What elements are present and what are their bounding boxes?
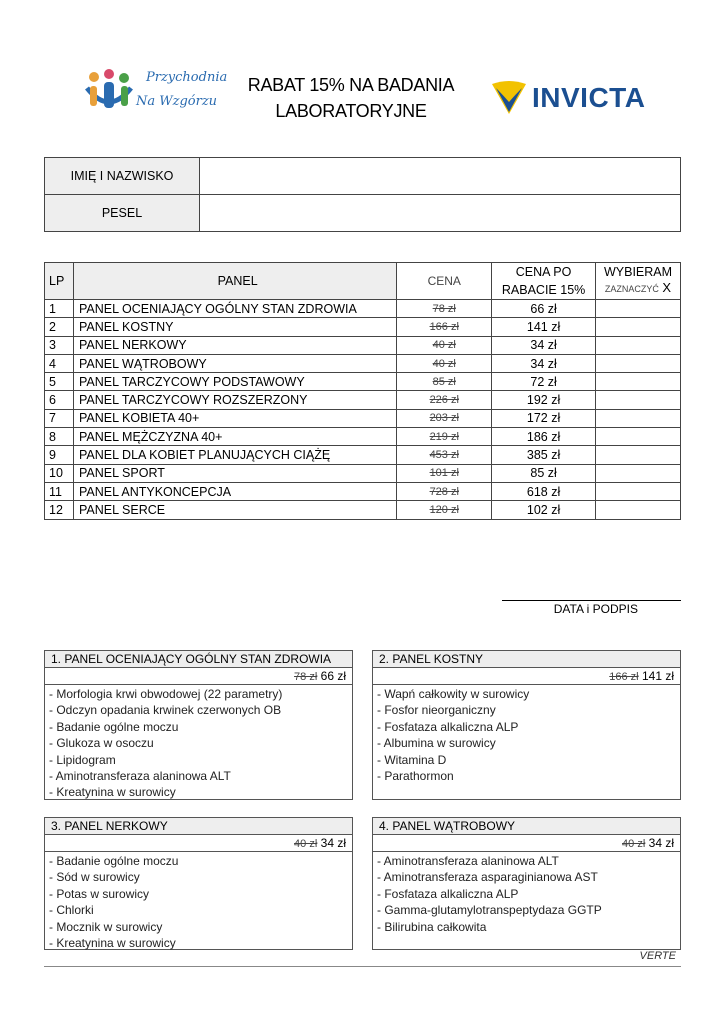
row-new-price: 66 zł	[492, 300, 596, 318]
list-item: - Mocznik w surowicy	[49, 919, 163, 934]
invicta-v-icon	[490, 80, 528, 116]
detail-box-1	[44, 650, 353, 800]
table-row	[45, 318, 681, 336]
table-row	[45, 464, 681, 482]
table-row	[45, 428, 681, 446]
row-select-checkbox[interactable]	[596, 446, 681, 464]
row-new-price: 618 zł	[492, 482, 596, 500]
list-item: - Odczyn opadania krwinek czerwonych OB	[49, 703, 282, 718]
row-select-checkbox[interactable]	[596, 391, 681, 409]
row-lp: 1	[45, 300, 74, 318]
table-row	[45, 391, 681, 409]
row-new-price: 172 zł	[492, 409, 596, 427]
row-old-price-cell	[397, 446, 492, 464]
row-old-price-cell	[397, 391, 492, 409]
detail-box-items	[45, 852, 352, 953]
list-item: - Chlorki	[49, 903, 94, 918]
row-panel-name: PANEL ANTYKONCEPCJA	[73, 482, 396, 500]
select-header-mark: X	[662, 280, 672, 295]
row-old-price: 120 zł	[429, 503, 459, 516]
list-item: - Witamina D	[377, 752, 447, 767]
detail-box-old-price: 40 zł	[622, 838, 646, 850]
row-panel-name: PANEL SPORT	[73, 464, 396, 482]
panels-header-row	[45, 263, 681, 300]
list-item: - Gamma-glutamylotranspeptydaza GGTP	[377, 903, 602, 918]
row-select-checkbox[interactable]	[596, 336, 681, 354]
row-lp: 10	[45, 464, 74, 482]
row-panel-name: PANEL MĘŻCZYZNA 40+	[73, 428, 396, 446]
name-field[interactable]	[200, 158, 681, 195]
list-item: - Parathormon	[377, 769, 454, 784]
detail-box-4	[372, 817, 681, 950]
detail-box-old-price: 166 zł	[609, 671, 639, 683]
row-old-price: 85 zł	[432, 375, 456, 388]
row-panel-name: PANEL OCENIAJĄCY OGÓLNY STAN ZDROWIA	[73, 300, 396, 318]
table-row	[45, 409, 681, 427]
row-new-price: 72 zł	[492, 373, 596, 391]
table-row	[45, 300, 681, 318]
detail-box-items	[373, 852, 680, 937]
list-item: - Morfologia krwi obwodowej (22 parametry)	[49, 687, 283, 701]
detail-box-title: 2. PANEL KOSTNY	[373, 651, 680, 668]
row-new-price: 192 zł	[492, 391, 596, 409]
list-item: - Aminotransferaza alaninowa ALT	[377, 854, 559, 868]
invicta-logo	[490, 80, 645, 116]
table-row	[45, 336, 681, 354]
detail-box-new-price: 34 zł	[320, 836, 346, 850]
discount-header-line1: CENA PO	[515, 265, 572, 279]
panels-body	[45, 300, 681, 520]
row-select-checkbox[interactable]	[596, 482, 681, 500]
select-header-hint: ZAZNACZYĆ	[604, 284, 659, 294]
page-header	[0, 0, 725, 150]
row-select-checkbox[interactable]	[596, 409, 681, 427]
col-header-select	[596, 263, 681, 300]
verte-label: VERTE	[639, 950, 676, 962]
row-select-checkbox[interactable]	[596, 428, 681, 446]
title-line-1: RABAT 15% NA BADANIA	[247, 75, 455, 95]
table-row	[45, 501, 681, 519]
row-old-price: 453 zł	[429, 449, 459, 462]
row-old-price-cell	[397, 336, 492, 354]
list-item: - Bilirubina całkowita	[377, 919, 487, 934]
name-row	[45, 158, 681, 195]
row-new-price: 34 zł	[492, 336, 596, 354]
row-old-price-cell	[397, 482, 492, 500]
row-old-price-cell	[397, 409, 492, 427]
detail-box-price	[373, 668, 680, 685]
clinic-name-line2: Na Wzgórzu	[136, 94, 218, 109]
name-label: IMIĘ I NAZWISKO	[45, 158, 200, 195]
list-item: - Fosfataza alkaliczna ALP	[377, 886, 519, 901]
row-new-price: 34 zł	[492, 354, 596, 372]
list-item: - Fosfor nieorganiczny	[377, 703, 496, 718]
title-line-2: LABORATORYJNE	[275, 101, 427, 121]
row-new-price: 385 zł	[492, 446, 596, 464]
row-lp: 2	[45, 318, 74, 336]
row-old-price-cell	[397, 354, 492, 372]
detail-box-title: 1. PANEL OCENIAJĄCY OGÓLNY STAN ZDROWIA	[45, 651, 352, 668]
row-old-price-cell	[397, 373, 492, 391]
invicta-brand-text: INVICTA	[532, 82, 646, 113]
select-header-line1: WYBIERAM	[603, 265, 673, 279]
col-header-panel: PANEL	[73, 263, 396, 300]
personal-data-table	[44, 157, 681, 232]
list-item: - Badanie ogólne moczu	[49, 719, 179, 734]
list-item: - Albumina w surowicy	[377, 736, 496, 751]
table-row	[45, 482, 681, 500]
detail-box-price	[45, 835, 352, 852]
row-old-price: 101 zł	[429, 467, 459, 480]
row-panel-name: PANEL NERKOWY	[73, 336, 396, 354]
table-row	[45, 446, 681, 464]
col-header-discount	[492, 263, 596, 300]
row-old-price: 226 zł	[429, 394, 459, 407]
detail-box-items	[373, 685, 680, 786]
row-panel-name: PANEL SERCE	[73, 501, 396, 519]
list-item: - Fosfataza alkaliczna ALP	[377, 719, 519, 734]
detail-box-old-price: 78 zł	[294, 671, 318, 683]
row-old-price: 78 zł	[432, 302, 456, 315]
pesel-row	[45, 195, 681, 232]
row-select-checkbox[interactable]	[596, 354, 681, 372]
page-title	[236, 72, 466, 124]
signature-line	[502, 600, 681, 601]
list-item: - Potas w surowicy	[49, 886, 150, 901]
row-lp: 9	[45, 446, 74, 464]
row-panel-name: PANEL WĄTROBOWY	[73, 354, 396, 372]
panels-table	[44, 262, 681, 520]
row-panel-name: PANEL TARCZYCOWY PODSTAWOWY	[73, 373, 396, 391]
row-lp: 11	[45, 482, 74, 500]
row-new-price: 85 zł	[492, 464, 596, 482]
row-old-price-cell	[397, 428, 492, 446]
row-select-checkbox[interactable]	[596, 464, 681, 482]
row-old-price-cell	[397, 300, 492, 318]
row-old-price-cell	[397, 501, 492, 519]
row-lp: 7	[45, 409, 74, 427]
row-select-checkbox[interactable]	[596, 501, 681, 519]
row-old-price-cell	[397, 318, 492, 336]
footer-divider	[44, 966, 681, 967]
row-select-checkbox[interactable]	[596, 318, 681, 336]
row-panel-name: PANEL KOBIETA 40+	[73, 409, 396, 427]
list-item: - Kreatynina w surowicy	[49, 936, 176, 951]
row-old-price-cell	[397, 464, 492, 482]
clinic-name-line1: Przychodnia	[146, 70, 228, 85]
row-old-price: 728 zł	[429, 485, 459, 498]
row-select-checkbox[interactable]	[596, 373, 681, 391]
detail-box-new-price: 141 zł	[641, 669, 674, 683]
row-lp: 8	[45, 428, 74, 446]
list-item: - Glukoza w osoczu	[49, 736, 154, 751]
row-panel-name: PANEL DLA KOBIET PLANUJĄCYCH CIĄŻĘ	[73, 446, 396, 464]
row-old-price: 40 zł	[432, 339, 456, 352]
detail-box-title: 3. PANEL NERKOWY	[45, 818, 352, 835]
detail-box-title: 4. PANEL WĄTROBOWY	[373, 818, 680, 835]
detail-box-new-price: 34 zł	[648, 836, 674, 850]
row-new-price: 141 zł	[492, 318, 596, 336]
row-panel-name: PANEL KOSTNY	[73, 318, 396, 336]
clinic-logo	[84, 66, 228, 122]
pesel-label: PESEL	[45, 195, 200, 232]
clinic-people-icon	[84, 68, 134, 120]
row-lp: 4	[45, 354, 74, 372]
row-old-price: 166 zł	[429, 320, 459, 333]
detail-box-price	[373, 835, 680, 852]
row-new-price: 102 zł	[492, 501, 596, 519]
row-panel-name: PANEL TARCZYCOWY ROZSZERZONY	[73, 391, 396, 409]
list-item: - Wapń całkowity w surowicy	[377, 687, 530, 701]
row-select-checkbox[interactable]	[596, 300, 681, 318]
row-old-price: 203 zł	[429, 412, 459, 425]
detail-box-new-price: 66 zł	[320, 669, 346, 683]
detail-box-old-price: 40 zł	[294, 838, 318, 850]
row-old-price: 219 zł	[429, 430, 459, 443]
list-item: - Badanie ogólne moczu	[49, 854, 179, 868]
col-header-lp: LP	[45, 263, 74, 300]
list-item: - Lipidogram	[49, 752, 116, 767]
row-old-price: 40 zł	[432, 357, 456, 370]
pesel-field[interactable]	[200, 195, 681, 232]
row-lp: 12	[45, 501, 74, 519]
detail-box-price	[45, 668, 352, 685]
discount-header-line2: RABACIE 15%	[501, 283, 586, 297]
list-item: - Aminotransferaza alaninowa ALT	[49, 769, 231, 784]
row-new-price: 186 zł	[492, 428, 596, 446]
row-lp: 5	[45, 373, 74, 391]
list-item: - Aminotransferaza asparaginianowa AST	[377, 870, 598, 885]
detail-box-2	[372, 650, 681, 800]
list-item: - Sód w surowicy	[49, 870, 140, 885]
signature-label: DATA i PODPIS	[553, 602, 638, 616]
detail-box-3	[44, 817, 353, 950]
list-item: - Kreatynina w surowicy	[49, 785, 176, 800]
row-lp: 6	[45, 391, 74, 409]
table-row	[45, 354, 681, 372]
row-lp: 3	[45, 336, 74, 354]
col-header-price: CENA	[397, 263, 492, 300]
detail-box-items	[45, 685, 352, 803]
table-row	[45, 373, 681, 391]
